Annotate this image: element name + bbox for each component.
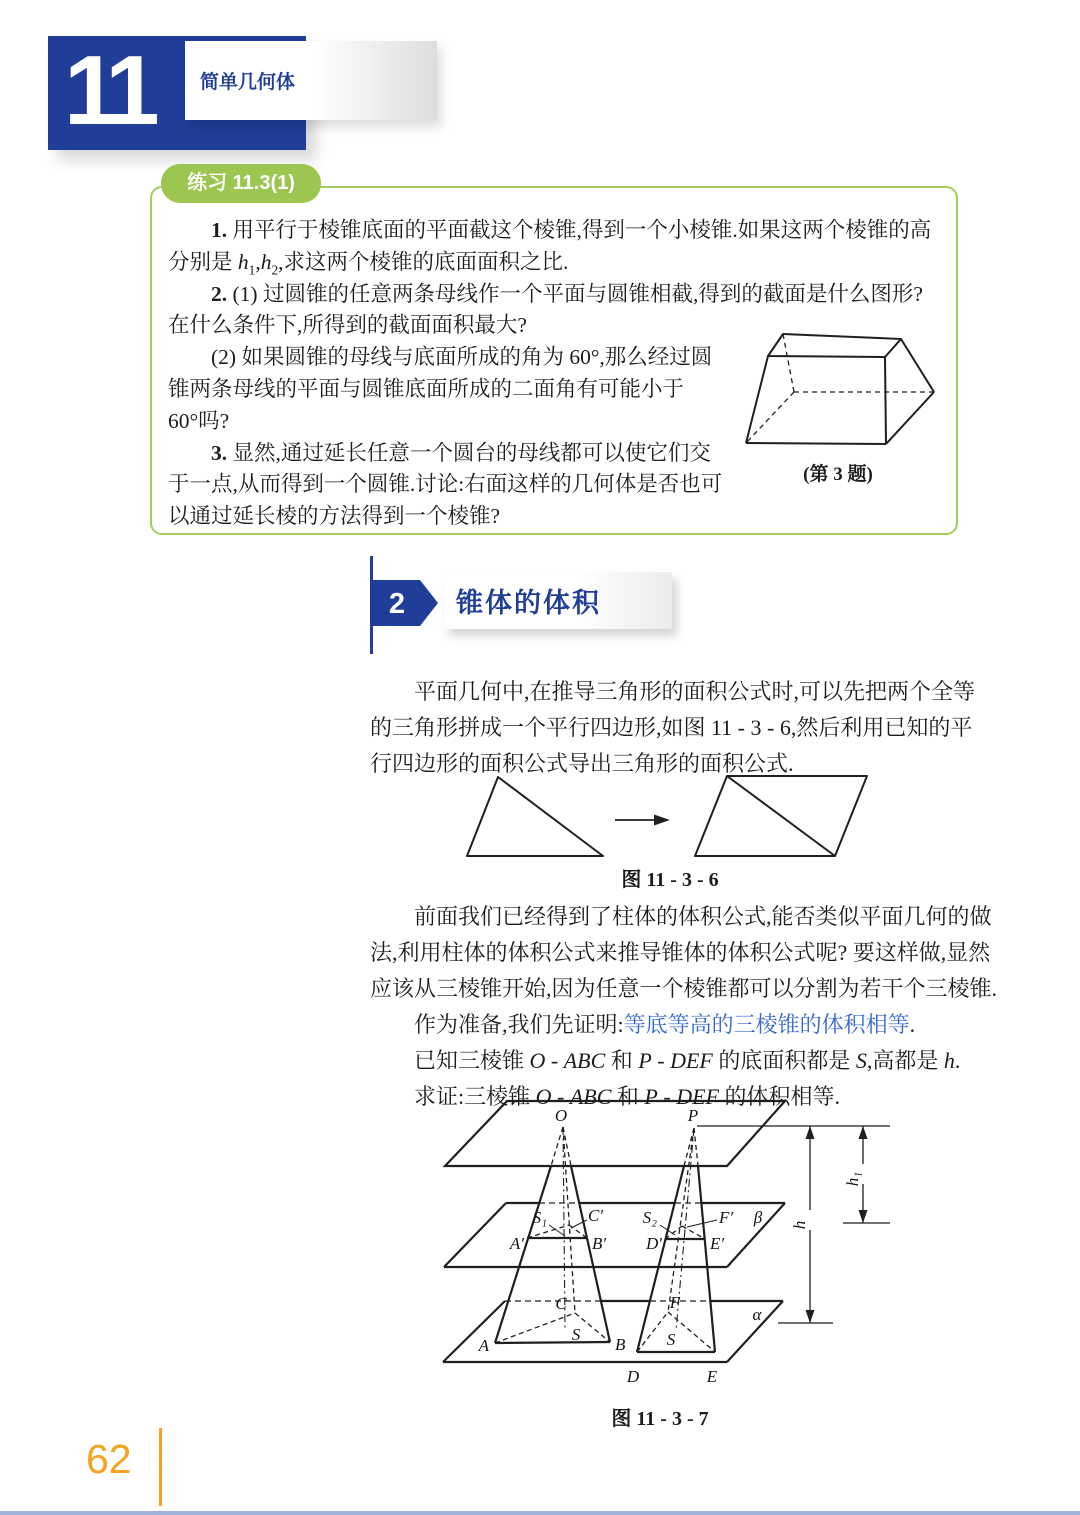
- section-title-card: [444, 572, 672, 629]
- body-line: 已知三棱锥 O - ABC 和 P - DEF 的底面积都是 S,高都是 h.: [370, 1048, 961, 1073]
- chapter-number: 11: [64, 35, 152, 145]
- body-line: 求证:三棱锥 O - ABC 和 P - DEF 的体积相等.: [370, 1084, 840, 1109]
- svg-text:D: D: [626, 1367, 640, 1386]
- exercise-line: 3. 显然,通过延长任意一个圆台的母线都可以使它们交: [211, 441, 711, 465]
- svg-text:β: β: [753, 1208, 763, 1227]
- exercise-line: 分别是 $h_1,h_2$,求这两个棱锥的底面面积之比.: [168, 250, 569, 278]
- svg-text:S: S: [571, 1325, 581, 1344]
- svg-text:α: α: [752, 1305, 762, 1324]
- body-line: 法,利用柱体的体积公式来推导锥体的体积公式呢? 要这样做,显然: [370, 940, 991, 965]
- svg-text:B: B: [615, 1335, 626, 1354]
- section-number-badge: [372, 580, 438, 626]
- svg-text:B′: B′: [592, 1234, 607, 1253]
- triangle-parallelogram-figure: [428, 770, 912, 864]
- body-line: 前面我们已经得到了柱体的体积公式,能否类似平面几何的做: [370, 904, 992, 929]
- exercise-line: (2) 如果圆锥的母线与底面所成的角为 60°,那么经过圆: [168, 345, 713, 369]
- svg-text:2: 2: [388, 588, 406, 620]
- body-line: 作为准备,我们先证明:等底等高的三棱锥的体积相等.: [370, 1012, 916, 1037]
- section-title: 锥体的体积: [456, 588, 601, 618]
- exercise-line: 在什么条件下,所得到的截面面积最大?: [168, 313, 527, 337]
- svg-text:A: A: [478, 1336, 489, 1355]
- frustum-figure: [723, 323, 951, 455]
- two-pyramids-figure: [425, 1093, 895, 1405]
- figure-caption-problem3: (第 3 题): [803, 464, 873, 485]
- svg-text:F: F: [669, 1293, 681, 1312]
- svg-text:A′: A′: [509, 1234, 524, 1253]
- figure-caption-11-3-7: 图 11 - 3 - 7: [611, 1408, 709, 1430]
- exercise-line: 锥两条母线的平面与圆锥底面所成的二面角有可能小于: [168, 377, 685, 401]
- svg-text:D′: D′: [646, 1234, 662, 1253]
- exercise-label: 练习 11.3(1): [161, 164, 321, 203]
- svg-text:S: S: [666, 1330, 676, 1349]
- svg-text:E′: E′: [710, 1234, 725, 1253]
- svg-text:S₁: S₁: [532, 1208, 547, 1227]
- body-line: 平面几何中,在推导三角形的面积公式时,可以先把两个全等: [370, 679, 976, 704]
- page-number: 62: [86, 1436, 132, 1482]
- chapter-title-card: [185, 41, 437, 120]
- chapter-title: 简单几何体: [200, 72, 296, 93]
- svg-text:C: C: [555, 1294, 567, 1313]
- body-line: 的三角形拼成一个平行四边形,如图 11 - 3 - 6,然后利用已知的平: [370, 715, 973, 740]
- exercise-line: 60°吗?: [168, 409, 230, 433]
- svg-text:F′: F′: [719, 1208, 734, 1227]
- exercise-line: 于一点,从而得到一个圆锥.讨论:右面这样的几何体是否也可: [168, 472, 723, 496]
- svg-text:C′: C′: [588, 1206, 604, 1225]
- svg-text:S₂: S₂: [642, 1208, 657, 1227]
- footer-rule: [159, 1428, 162, 1506]
- svg-text:P: P: [687, 1106, 699, 1125]
- exercise-line: 以通过延长棱的方法得到一个棱锥?: [168, 504, 501, 528]
- svg-text:h: h: [790, 1220, 809, 1230]
- figure-caption-11-3-6: 图 11 - 3 - 6: [621, 869, 719, 891]
- svg-text:E: E: [706, 1367, 718, 1386]
- svg-text:h₁: h₁: [843, 1171, 862, 1187]
- exercise-line: 2. (1) 过圆锥的任意两条母线作一个平面与圆锥相截,得到的截面是什么图形?: [211, 282, 923, 306]
- body-line: 行四边形的面积公式导出三角形的面积公式.: [370, 751, 794, 776]
- page-bottom-edge: [0, 1511, 1080, 1515]
- svg-text:O: O: [554, 1106, 568, 1125]
- exercise-line: 1. 用平行于棱锥底面的平面截这个棱锥,得到一个小棱锥.如果这两个棱锥的高: [211, 218, 932, 242]
- body-line: 应该从三棱锥开始,因为任意一个棱锥都可以分割为若干个三棱锥.: [370, 976, 998, 1001]
